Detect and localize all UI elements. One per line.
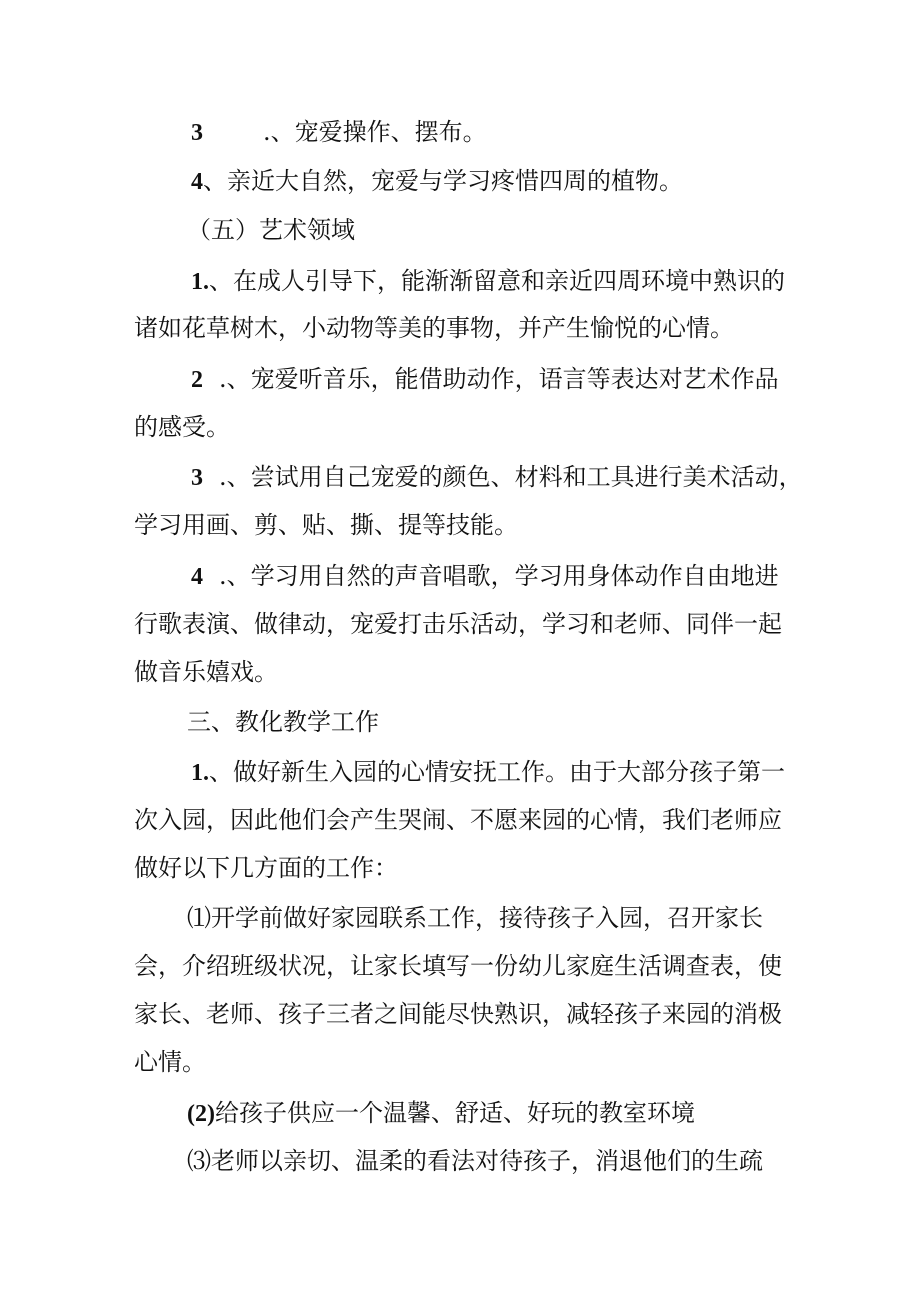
item-text: .、尝试用自己宠爱的颜色、材料和工具进行美术活动， (219, 463, 803, 491)
subitem-1-line4: 心情。 (134, 1048, 206, 1076)
item-number: 4 (191, 564, 203, 590)
item-number: 1. (191, 269, 209, 295)
subitem-3-line1: ⑶老师以亲切、温柔的看法对待孩子，消退他们的生疏 (187, 1147, 763, 1175)
art-item-3-line2: 学习用画、剪、贴、撕、提等技能。 (134, 511, 518, 539)
item-text: 给孩子供应一个温馨、舒适、好玩的教室环境 (214, 1099, 695, 1127)
item-number: 2 (191, 367, 203, 393)
item-number: 4 (191, 169, 203, 195)
item-text: 、亲近大自然，宠爱与学习疼惜四周的植物。 (203, 167, 683, 195)
teaching-item-1-line2: 次入园，因此他们会产生哭闹、不愿来园的心情，我们老师应 (134, 806, 782, 834)
art-item-1-line1 (191, 264, 785, 298)
list-item-3-operation (191, 115, 487, 149)
item-text: .、宠爱听音乐，能借助动作，语言等表达对艺术作品 (219, 365, 779, 393)
subitem-1-line3: 家长、老师、孩子三者之间能尽快熟识，减轻孩子来园的消极 (134, 1000, 782, 1028)
art-item-2-line2: 的感受。 (134, 413, 230, 441)
teaching-item-1-line1 (191, 755, 785, 789)
item-text: 、在成人引导下，能渐渐留意和亲近四周环境中熟识的 (209, 267, 785, 295)
section-heading-art: （五）艺术领域 (187, 216, 355, 244)
item-number: 3 (191, 465, 203, 491)
item-text: .、学习用自然的声音唱歌，学习用身体动作自由地进 (219, 562, 779, 590)
art-item-1-line2: 诸如花草树木，小动物等美的事物，并产生愉悦的心情。 (134, 314, 734, 342)
art-item-4-line2: 行歌表演、做律动，宠爱打击乐活动，学习和老师、同伴一起 (134, 610, 782, 638)
art-item-3-line1 (191, 460, 803, 494)
subitem-1-line1: ⑴开学前做好家园联系工作，接待孩子入园，召开家长 (187, 904, 763, 932)
list-item-4-nature (191, 164, 683, 198)
art-item-4-line3: 做音乐嬉戏。 (134, 658, 278, 686)
subitem-2 (187, 1096, 695, 1130)
art-item-2-line1 (191, 362, 779, 396)
subitem-1-line2: 会，介绍班级状况，让家长填写一份幼儿家庭生活调查表，使 (134, 952, 782, 980)
teaching-item-1-line3: 做好以下几方面的工作： (134, 854, 398, 882)
item-number: (2) (187, 1101, 215, 1127)
art-item-4-line1 (191, 559, 779, 593)
item-text: 、做好新生入园的心情安抚工作。由于大部分孩子第一 (209, 758, 785, 786)
item-text: .、宠爱操作、摆布。 (263, 118, 487, 146)
section-heading-teaching: 三、教化教学工作 (187, 708, 379, 736)
item-number: 3 (191, 120, 203, 146)
item-number: 1. (191, 760, 209, 786)
